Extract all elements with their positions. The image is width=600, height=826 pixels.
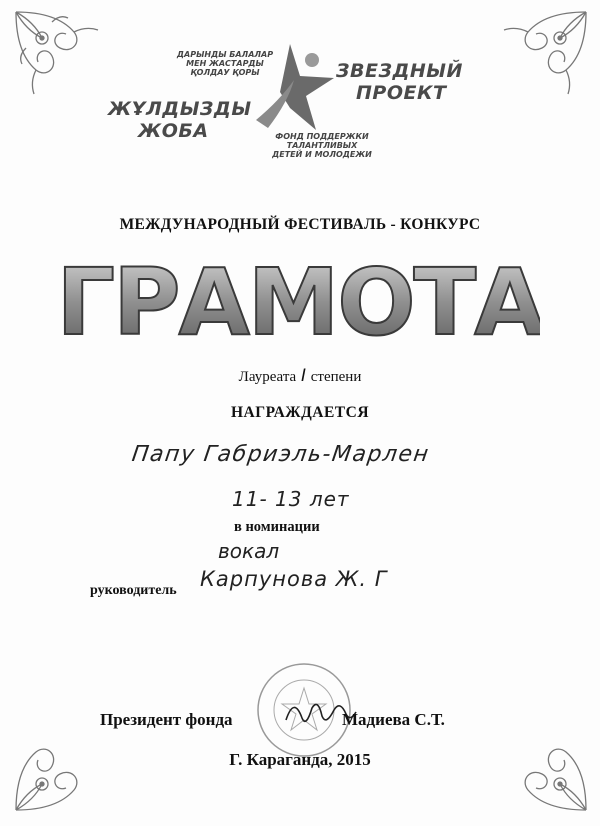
logo-ru-foundation: ФОНД ПОДДЕРЖКИ ТАЛАНТЛИВЫХ ДЕТЕЙ И МОЛОДЕЖИ (272, 132, 372, 159)
nomination-value: вокал (218, 539, 280, 563)
logo-kz-name-line2: ЖОБА (138, 120, 209, 142)
corner-ornament-top-right (500, 8, 590, 98)
recipient-name: Папу Габриэль-Марлен (130, 442, 432, 467)
president-label: Президент фонда (100, 710, 233, 729)
logo-ru-name-line2: ПРОЕКТ (356, 82, 447, 104)
leader-value: Карпунова Ж. Г (200, 567, 388, 591)
city-year: Г. Караганда, 2015 (229, 750, 371, 769)
awarded-label: НАГРАЖДАЕТСЯ (230, 404, 370, 421)
laureate-prefix: Лауреата (238, 369, 297, 385)
laureate-degree: I (300, 366, 306, 386)
recipient-age: 11- 13 лет (232, 487, 350, 511)
document-title-text: ГРАМОТА (60, 250, 540, 350)
logo-ru-name-line1: ЗВЕЗДНЫЙ (336, 60, 463, 82)
logo-kz-foundation: ДАРЫНДЫ БАЛАЛАР МЕН ЖАСТАРДЫ ҚОЛДАУ ҚОРЫ (176, 50, 274, 77)
leader-label: руководитель (90, 583, 177, 598)
foundation-logo (100, 40, 480, 180)
laureate-line (0, 366, 600, 386)
president-name: Мадиева С.Т. (342, 710, 445, 729)
festival-title: МЕЖДУНАРОДНЫЙ ФЕСТИВАЛЬ - КОНКУРС (119, 216, 481, 233)
laureate-suffix: степени (310, 369, 362, 385)
nomination-label: в номинации (234, 519, 320, 535)
logo-kz-name-line1: ЖҰЛДЫЗДЫ (108, 98, 252, 120)
corner-ornament-top-left (12, 8, 102, 98)
document-title (60, 250, 540, 350)
